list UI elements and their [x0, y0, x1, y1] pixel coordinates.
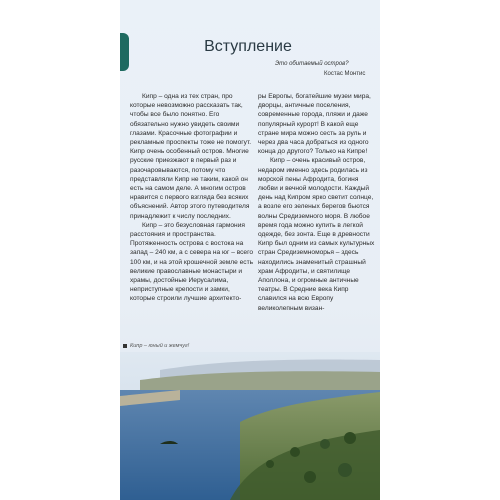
paragraph: Кипр – одна из тех стран, про которые невозможно рассказать так, чтобы все было понятно. Его обязательно нужно увидеть своими глазами. Красочные фотографии и рекламные проспекты тоже не помогут. Кипр очень особенный остров. Многие русские приезжают в первый раз и разочаровываются, потому что представляли Кипр не таким, какой он есть на самом деле. А многим остров нравится с первого взгляда без всяких объяснений. Автор этого путеводителя принадлежит к числу последних.	[130, 93, 252, 220]
text-column-right	[258, 92, 378, 313]
coastline-photo	[120, 352, 380, 500]
paragraph: Кипр – это безусловная гармония расстояния и пространства. Протяженность острова с востока на запад – 240 км, а с севера на юг – всего 100 км, и на этой крошечной земле есть великие православные монастыри и храмы, достойные Иерусалима, неприступные крепости и замки, которые строили лучшие архитекто-	[130, 221, 254, 303]
paragraph: Кипр – очень красивый остров, недаром именно здесь родилась из морской пены Афродита, богиня любви и вечной молодости. Каждый день над Кипром ярко светит солнце, а возле его зеленых берегов бьются волны Средиземного моря. В любое время года можно купить в легкой одежде, без зонта. Еще в древности Кипр был одним из самых культурных стран Средиземноморья – здесь находились знаменитый страшный храм Афродиты, и святилище Аполлона, и огромные античные театры. В Средние века Кипр славился на всю Европу великолепным визан-	[258, 157, 375, 312]
photo-caption	[123, 343, 189, 349]
coast-illustration	[120, 352, 380, 500]
caption-text: Кипр – юный и жемчуг!	[130, 343, 190, 349]
caption-bullet	[123, 344, 127, 348]
chapter-tab	[120, 33, 129, 71]
page-title: Вступление	[204, 38, 292, 55]
epigraph-author: Костас Монтис	[324, 71, 366, 77]
text-column-left	[130, 92, 254, 304]
paragraph: ры Европы, богатейшие музеи мира, дворцы, античные поселения, современные города, пляжи и даже популярный курорт! В какой еще стране мира можно сесть за руль и через два часа добраться из одного конца до другого? Только на Кипре!	[258, 93, 371, 156]
epigraph-quote: Это обитаемый остров?	[275, 61, 349, 67]
